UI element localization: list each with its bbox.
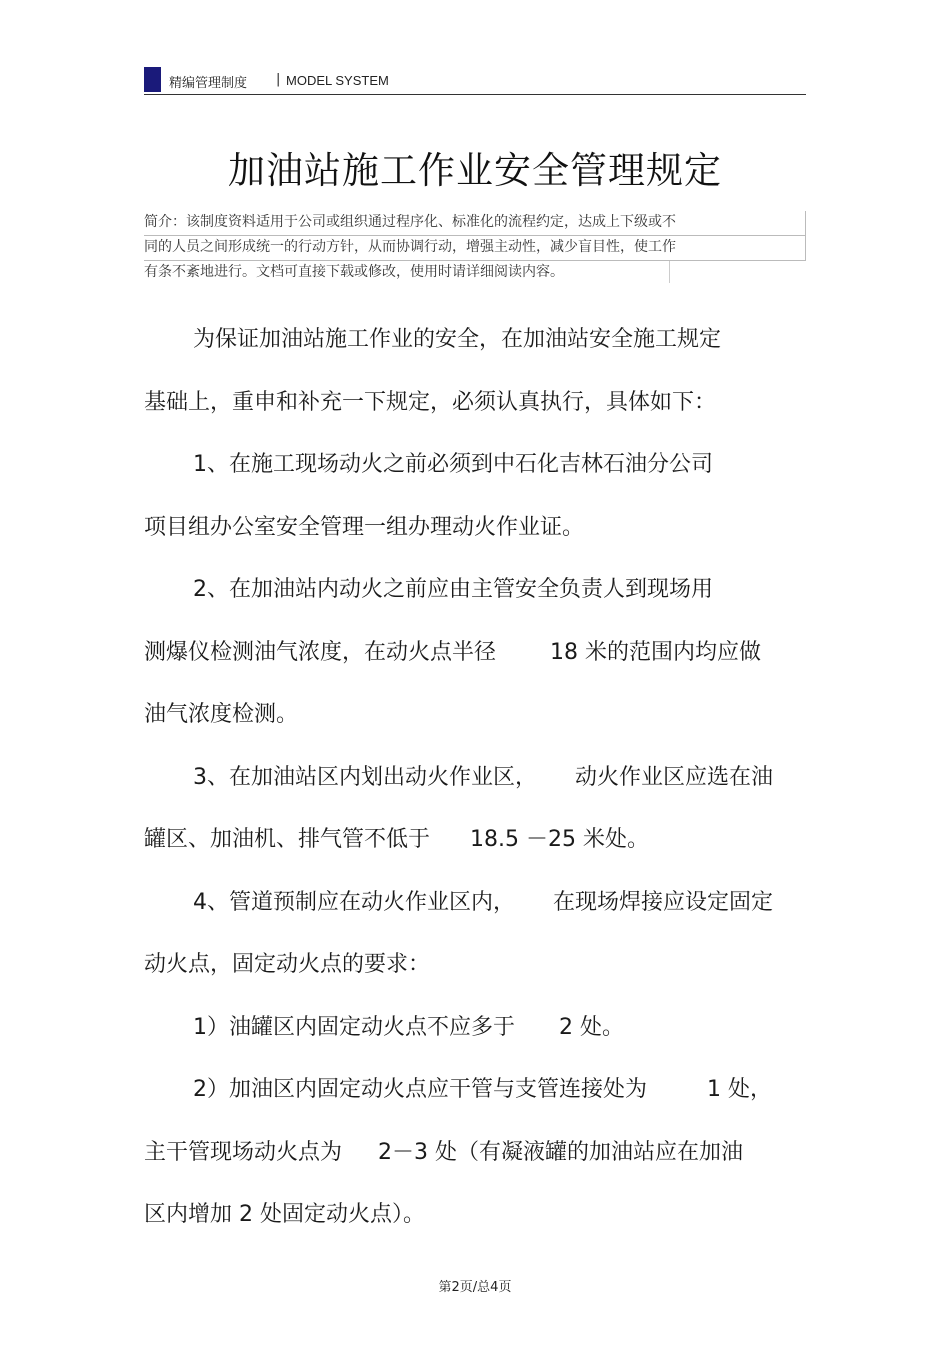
body-segment: 动火作业区应选在油 [575, 764, 774, 790]
body-line [144, 1059, 794, 1122]
body-segment: 2－3 处（有凝液罐的加油站应在加油 [378, 1139, 744, 1165]
body-line [144, 997, 794, 1060]
body-line [144, 747, 794, 810]
body-segment: 3、在加油站区内划出动火作业区， [193, 764, 537, 790]
body-line [144, 809, 794, 872]
header-separator: | [276, 72, 281, 87]
body-line: 基础上，重申和补充一下规定，必须认真执行，具体如下： [144, 389, 717, 415]
body-line: 为保证加油站施工作业的安全，在加油站安全施工规定 [193, 327, 722, 352]
intro-line: 简介：该制度资料适用于公司或组织通过程序化、标准化的流程约定，达成上下级或不 [144, 211, 806, 236]
body-line: 项目组办公室安全管理一组办理动火作业证。 [144, 514, 585, 540]
header-title: 精编管理制度 [169, 76, 248, 91]
intro-box [144, 211, 806, 286]
body-segment: 在现场焊接应设定固定 [553, 889, 774, 915]
body-line: 1、在施工现场动火之前必须到中石化吉林石油分公司 [193, 452, 713, 477]
body-line [144, 872, 794, 935]
body-segment: 18.5 －25 米处。 [470, 827, 649, 852]
document-title: 加油站施工作业安全管理规定 [228, 149, 722, 192]
logo-icon [144, 67, 161, 92]
body-segment: 主干管现场动火点为 [144, 1139, 343, 1165]
body-segment: 18 米的范围内均应做 [550, 639, 762, 665]
body-segment: 2）加油区内固定动火点应干管与支管连接处为 [193, 1077, 647, 1102]
body-line [144, 622, 794, 685]
body-line [144, 1122, 794, 1185]
body-line: 油气浓度检测。 [144, 702, 299, 727]
intro-line: 有条不紊地进行。文档可直接下载或修改，使用时请详细阅读内容。 [144, 261, 806, 286]
body-segment: 4、管道预制应在动火作业区内， [193, 889, 515, 915]
body-line: 区内增加 2 处固定动火点）。 [144, 1202, 425, 1227]
body-segment: 罐区、加油机、排气管不低于 [144, 827, 431, 852]
page-header [144, 66, 806, 95]
intro-line: 同的人员之间形成统一的行动方针，从而协调行动，增强主动性，减少盲目性，使工作 [144, 236, 806, 261]
body-line: 2、在加油站内动火之前应由主管安全负责人到现场用 [193, 577, 713, 602]
body-segment: 1）油罐区内固定动火点不应多于 [193, 1014, 515, 1040]
document-body [144, 309, 794, 1247]
body-segment: 1 处， [707, 1077, 772, 1102]
body-line: 动火点，固定动火点的要求： [144, 952, 431, 977]
body-segment: 测爆仪检测油气浓度，在动火点半径 [144, 639, 497, 665]
page-number: 第2页/总4页 [438, 1280, 512, 1295]
body-segment: 2 处。 [559, 1014, 624, 1040]
header-subtitle: MODEL SYSTEM [286, 73, 389, 88]
